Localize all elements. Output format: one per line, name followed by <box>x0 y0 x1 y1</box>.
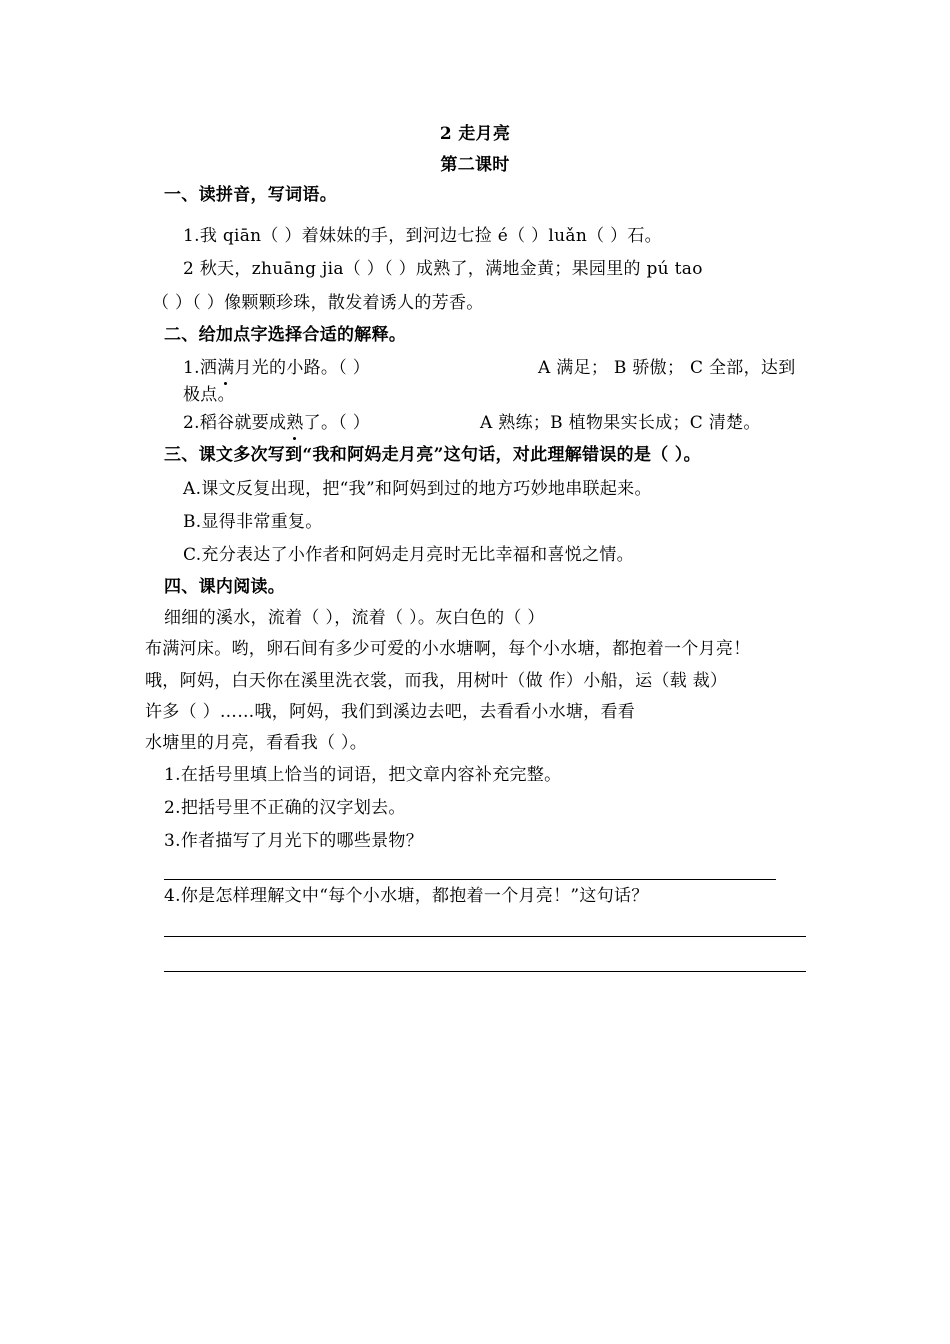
reading-question3: 3.作者描写了月光下的哪些景物？ <box>164 831 424 851</box>
reading-line1: 细细的溪水，流着（ ），流着（ ）。灰白色的（ ） <box>164 608 545 628</box>
section2-q1-options: A 满足； B 骄傲； C 全部，达到 <box>538 358 796 378</box>
section1-heading: 一、读拼音，写词语。 <box>164 185 337 205</box>
q2-suffix: 了。（ ） <box>303 413 371 433</box>
section3-option-a: A.课文反复出现，把“我”和阿妈到过的地方巧妙地串联起来。 <box>183 479 652 499</box>
q2-dotted-char: 熟 <box>286 413 304 433</box>
reading-line5: 水塘里的月亮，看看我（ ）。 <box>145 733 368 753</box>
section2-question1 <box>183 357 370 379</box>
reading-question2: 2.把括号里不正确的汉字划去。 <box>164 798 406 818</box>
section3-option-b: B.显得非常重复。 <box>183 512 323 532</box>
q2-prefix: 2.稻谷就要成 <box>183 413 287 433</box>
answer-line-q4-1[interactable] <box>164 936 806 937</box>
q1-suffix: 月光的小路。（ ） <box>234 358 371 378</box>
page-subtitle: 第二课时 <box>440 155 510 175</box>
section1-line3: （ ）（ ）像颗颗珍珠，散发着诱人的芳香。 <box>152 293 484 313</box>
section3-heading: 三、课文多次写到“我和阿妈走月亮”这句话，对此理解错误的是（ ）。 <box>164 445 701 465</box>
reading-question4: 4.你是怎样理解文中“每个小水塘，都抱着一个月亮！”这句话？ <box>164 886 649 906</box>
section1-line2: 2 秋天，zhuāng jia（ ）（ ）成熟了，满地金黄；果园里的 pú tao <box>183 259 703 279</box>
q1-prefix: 1.洒 <box>183 358 218 378</box>
q1-dotted-char: 满 <box>217 358 235 378</box>
section3-option-c: C.充分表达了小作者和阿妈走月亮时无比幸福和喜悦之情。 <box>183 545 634 565</box>
section2-question2 <box>183 412 370 434</box>
answer-line-q4-2[interactable] <box>164 971 806 972</box>
page-title: 2 走月亮 <box>439 124 511 144</box>
section2-heading: 二、给加点字选择合适的解释。 <box>164 325 407 345</box>
reading-line4: 许多（ ）……哦，阿妈，我们到溪边去吧，去看看小水塘，看看 <box>145 702 636 722</box>
reading-line3: 哦，阿妈，白天你在溪里洗衣裳，而我，用树叶（做 作）小船，运（载 裁） <box>145 671 728 691</box>
reading-line2: 布满河床。哟，卵石间有多少可爱的小水塘啊，每个小水塘，都抱着一个月亮！ <box>145 639 751 659</box>
section1-line1: 1.我 qiān（ ）着妹妹的手，到河边七捡 é（ ）luǎn（ ）石。 <box>183 226 662 246</box>
section2-q1-continuation: 极点。 <box>183 385 235 405</box>
section4-heading: 四、课内阅读。 <box>164 577 286 597</box>
answer-line-q3[interactable] <box>164 879 776 880</box>
reading-question1: 1.在括号里填上恰当的词语，把文章内容补充完整。 <box>164 765 562 785</box>
section2-q2-options: A 熟练；B 植物果实长成；C 清楚。 <box>480 413 761 433</box>
